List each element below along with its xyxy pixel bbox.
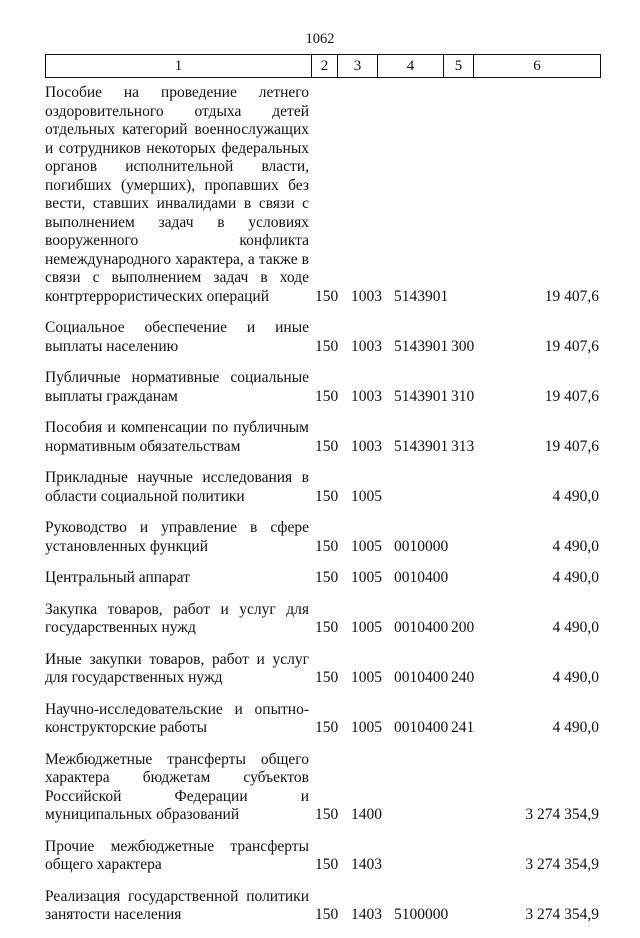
row-gr: 150: [315, 337, 339, 355]
row-sum: 4 490,0: [552, 487, 599, 505]
row-gr: 150: [315, 387, 339, 405]
row-vr: 313: [451, 437, 475, 455]
row-cs: 0010400: [394, 669, 449, 686]
row-name: Центральный аппарат: [45, 569, 190, 586]
row-name: Межбюджетные трансферты общего характера бюджетам субъектов Российской Федерации и муниципальных образований: [45, 750, 309, 823]
row-rz: 1005: [351, 487, 382, 505]
row-gr: 150: [315, 856, 339, 873]
row-name: Научно-исследовательские и опытно-конструкторские работы: [45, 700, 309, 736]
column-header-3: 3: [338, 55, 378, 78]
row-sum: 4 490,0: [552, 619, 599, 636]
table-row: [45, 651, 605, 688]
table-row: [45, 888, 605, 925]
row-rz: 1400: [351, 806, 382, 823]
table-row: [45, 838, 605, 875]
row-sum: 3 274 354,9: [525, 856, 599, 873]
row-rz: 1003: [351, 437, 382, 455]
table-row: [45, 701, 605, 738]
row-sum: 19 407,6: [544, 287, 599, 305]
row-vr: 300: [451, 337, 475, 355]
row-rz: 1403: [351, 856, 382, 873]
row-cs: 0010000: [394, 537, 449, 555]
row-vr: 200: [451, 619, 475, 636]
row-name: Пособие на проведение летнего оздоровительного отдыха детей отдельных категорий военнослужащих и сотрудников некоторых федеральных органов исполнительной власти, погибших (умерших), пропавших без вести, ставших инвалидами в связи с выполнением задач в условиях вооруженного конфликта немеждународного характера, а также в связи с выполнением задач в ходе контртеррористических операций: [45, 84, 309, 305]
budget-rows: [45, 84, 605, 938]
row-name: Прочие межбюджетные трансферты общего характера: [45, 837, 309, 873]
row-cs: 5143901: [394, 387, 449, 405]
column-header-4: 4: [378, 55, 444, 78]
table-row: [45, 569, 605, 588]
row-name: Реализация государственной политики занятости населения: [45, 887, 309, 923]
row-cs: 0010400: [394, 619, 449, 636]
row-cs: 5143901: [394, 437, 449, 455]
column-header-row: [46, 55, 601, 78]
page-number: 1062: [305, 31, 335, 47]
row-cs: 5143901: [394, 287, 449, 305]
row-rz: 1005: [351, 619, 382, 636]
table-row: [45, 369, 605, 406]
row-gr: 150: [315, 287, 339, 305]
row-name: Пособия и компенсации по публичным нормативным обязательствам: [45, 419, 309, 455]
row-vr: 241: [451, 719, 475, 736]
row-gr: 150: [315, 537, 339, 555]
table-row: [45, 469, 605, 506]
row-sum: 3 274 354,9: [525, 906, 599, 923]
row-vr: 310: [451, 387, 475, 405]
table-row: [45, 601, 605, 638]
row-name: Руководство и управление в сфере установленных функций: [45, 519, 309, 555]
row-cs: 0010400: [394, 569, 449, 586]
row-cs: 0010400: [394, 719, 449, 736]
row-rz: 1403: [351, 906, 382, 923]
row-gr: 150: [315, 487, 339, 505]
row-gr: 150: [315, 906, 339, 923]
row-name: Иные закупки товаров, работ и услуг для государственных нужд: [45, 650, 309, 686]
row-sum: 19 407,6: [544, 387, 599, 405]
row-rz: 1005: [351, 537, 382, 555]
row-sum: 4 490,0: [552, 719, 599, 736]
row-cs: 5100000: [394, 906, 449, 923]
row-gr: 150: [315, 669, 339, 686]
table-row: [45, 419, 605, 456]
row-rz: 1003: [351, 287, 382, 305]
column-header-table: [45, 54, 601, 78]
table-row: [45, 319, 605, 356]
row-gr: 150: [315, 719, 339, 736]
row-rz: 1005: [351, 569, 382, 586]
row-rz: 1003: [351, 337, 382, 355]
column-header-1: 1: [46, 55, 312, 78]
row-name: Закупка товаров, работ и услуг для государственных нужд: [45, 600, 309, 636]
table-row: [45, 519, 605, 556]
row-sum: 4 490,0: [552, 537, 599, 555]
row-rz: 1005: [351, 669, 382, 686]
column-header-2: 2: [312, 55, 338, 78]
row-sum: 4 490,0: [552, 569, 599, 586]
row-rz: 1003: [351, 387, 382, 405]
row-sum: 19 407,6: [544, 437, 599, 455]
row-gr: 150: [315, 437, 339, 455]
row-sum: 19 407,6: [544, 337, 599, 355]
row-name: Социальное обеспечение и иные выплаты населению: [45, 319, 309, 355]
row-cs: 5143901: [394, 337, 449, 355]
column-header-6: 6: [474, 55, 601, 78]
row-sum: 3 274 354,9: [525, 806, 599, 823]
row-sum: 4 490,0: [552, 669, 599, 686]
row-gr: 150: [315, 569, 339, 586]
table-row: [45, 751, 605, 825]
row-gr: 150: [315, 619, 339, 636]
row-rz: 1005: [351, 719, 382, 736]
table-row: [45, 84, 605, 306]
row-name: Прикладные научные исследования в области социальной политики: [45, 469, 309, 505]
row-vr: 240: [451, 669, 475, 686]
column-header-5: 5: [444, 55, 474, 78]
row-name: Публичные нормативные социальные выплаты гражданам: [45, 369, 309, 405]
row-gr: 150: [315, 806, 339, 823]
